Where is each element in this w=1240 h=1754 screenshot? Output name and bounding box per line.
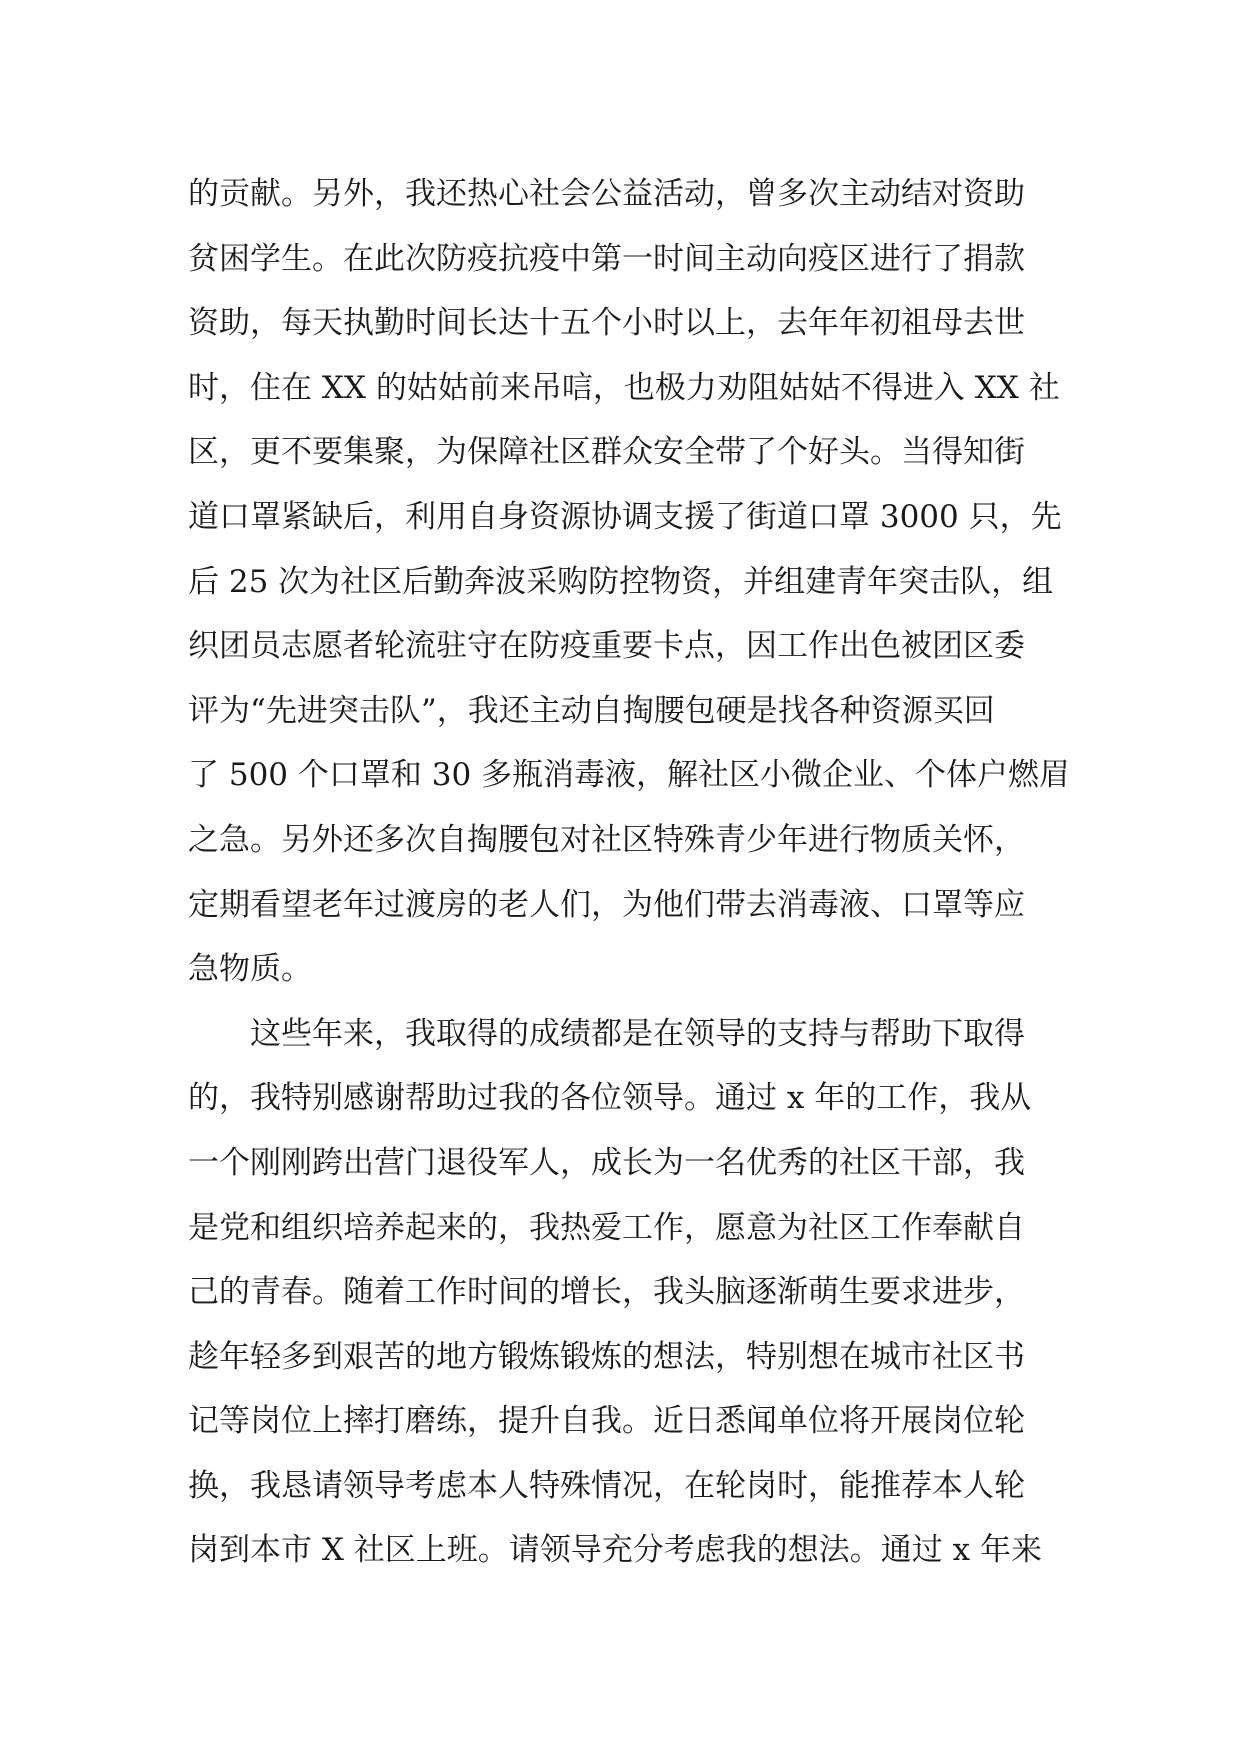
text-line: 时，住在 XX 的姑姑前来吊唁，也极力劝阻姑姑不得进入 XX 社 — [188, 369, 1060, 406]
text-line: 换，我恳请领导考虑本人特殊情况，在轮岗时，能推荐本人轮 — [188, 1467, 1025, 1504]
text-line: 区，更不要集聚，为保障社区群众安全带了个好头。当得知街 — [188, 434, 1025, 471]
text-line: 这些年来，我取得的成绩都是在领导的支持与帮助下取得 — [250, 1015, 1025, 1052]
text-line: 的，我特别感谢帮助过我的各位领导。通过 x 年的工作，我从 — [188, 1080, 1032, 1117]
paragraph-2 — [188, 1002, 1068, 1583]
text-line: 记等岗位上摔打磨练，提升自我。近日悉闻单位将开展岗位轮 — [188, 1403, 1025, 1440]
text-line: 一个刚刚跨出营门退役军人，成长为一名优秀的社区干部，我 — [188, 1144, 1025, 1181]
text-line: 评为“先进突击队”，我还主动自掏腰包硬是找各种资源买回 — [188, 692, 995, 729]
text-line: 的贡献。另外，我还热心社会公益活动，曾多次主动结对资助 — [188, 176, 1025, 212]
body-text — [188, 162, 1071, 1583]
text-line: 己的青春。随着工作时间的增长，我头脑逐渐萌生要求进步， — [188, 1274, 1025, 1311]
text-line: 之急。另外还多次自掏腰包对社区特殊青少年进行物质关怀， — [188, 821, 1025, 858]
text-line: 道口罩紧缺后，利用自身资源协调支援了街道口罩 3000 只，先 — [188, 498, 1062, 535]
text-line: 后 25 次为社区后勤奔波采购防控物资，并组建青年突击队，组 — [188, 563, 1054, 600]
text-line: 定期看望老年过渡房的老人们，为他们带去消毒液、口罩等应 — [188, 886, 1025, 923]
text-line: 贫困学生。在此次防疫抗疫中第一时间主动向疫区进行了捐款 — [188, 240, 1025, 277]
text-line: 趁年轻多到艰苦的地方锻炼锻炼的想法，特别想在城市社区书 — [188, 1338, 1025, 1375]
text-line: 是党和组织培养起来的，我热爱工作，愿意为社区工作奉献自 — [188, 1209, 1025, 1246]
text-line: 了 500 个口罩和 30 多瓶消毒液，解社区小微企业、个体户燃眉 — [188, 757, 1071, 794]
text-line: 急物质。 — [188, 951, 312, 988]
paragraph-1 — [188, 162, 1071, 1002]
text-line: 织团员志愿者轮流驻守在防疫重要卡点，因工作出色被团区委 — [188, 628, 1025, 665]
text-line: 岗到本市 X 社区上班。请领导充分考虑我的想法。通过 x 年来 — [188, 1532, 1042, 1569]
text-line: 资助，每天执勤时间长达十五个小时以上，去年年初祖母去世 — [188, 305, 1025, 342]
